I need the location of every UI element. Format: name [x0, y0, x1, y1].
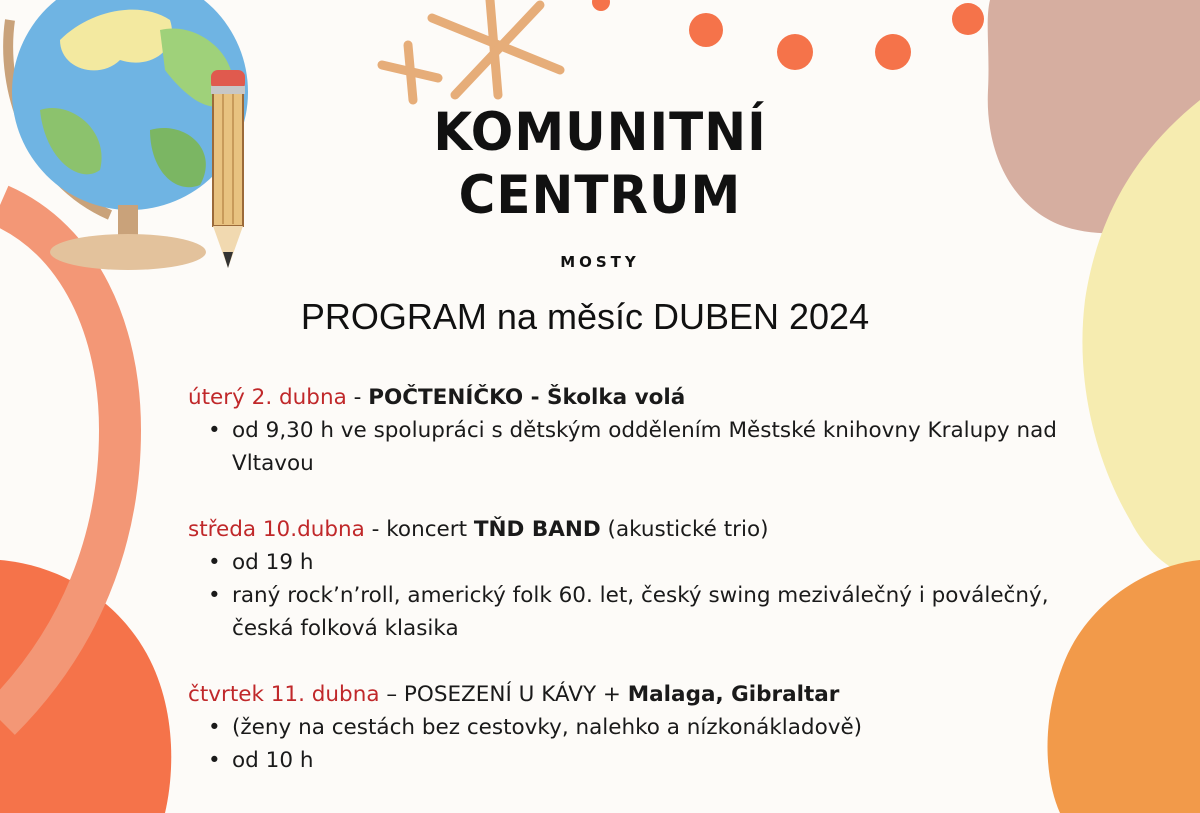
event-item	[188, 381, 1068, 480]
dot	[689, 13, 723, 47]
subtitle: MOSTY	[560, 253, 640, 271]
dot	[777, 34, 813, 70]
event-separator: -	[346, 385, 369, 410]
event-details	[188, 414, 1068, 480]
program-heading: PROGRAM na měsíc DUBEN 2024	[300, 296, 870, 337]
event-date: středa 10.dubna	[188, 517, 365, 542]
event-heading	[188, 513, 1068, 546]
dot	[952, 3, 984, 35]
event-separator: – POSEZENÍ U KÁVY +	[379, 682, 628, 707]
title-line-1: KOMUNITNÍ	[433, 101, 767, 163]
title-line-2: CENTRUM	[458, 164, 742, 226]
event-date: úterý 2. dubna	[188, 385, 347, 410]
event-date: čtvrtek 11. dubna	[188, 682, 380, 707]
event-item	[188, 513, 1068, 645]
event-item	[188, 678, 1068, 777]
dot	[875, 34, 911, 70]
event-title: Malaga, Gibraltar	[627, 682, 840, 707]
event-detail: • (ženy na cestách bez cestovky, nalehko a nízkonákladově)	[208, 711, 1068, 744]
event-title: POČTENÍČKO - Školka volá	[368, 385, 686, 410]
event-heading	[188, 678, 1068, 711]
event-separator: - koncert	[364, 517, 474, 542]
dot	[592, 0, 610, 11]
event-detail: • od 10 h	[208, 744, 1068, 777]
event-heading	[188, 381, 1068, 414]
event-title: TŇD BAND	[473, 517, 601, 542]
event-title-rest: (akustické trio)	[600, 517, 769, 542]
event-details	[188, 711, 1068, 777]
orange-blob-right	[1048, 560, 1200, 813]
event-detail: • od 9,30 h ve spolupráci s dětským oddělením Městské knihovny Kralupy nad Vltavou	[208, 414, 1068, 480]
event-details	[188, 546, 1068, 645]
event-detail: • od 19 h	[208, 546, 1068, 579]
event-list	[188, 381, 1068, 810]
asterisk-doodle-icon	[382, 0, 560, 100]
event-detail: • raný rock’n’roll, americký folk 60. let, český swing meziválečný i poválečný, česká folková klasika	[208, 579, 1068, 645]
